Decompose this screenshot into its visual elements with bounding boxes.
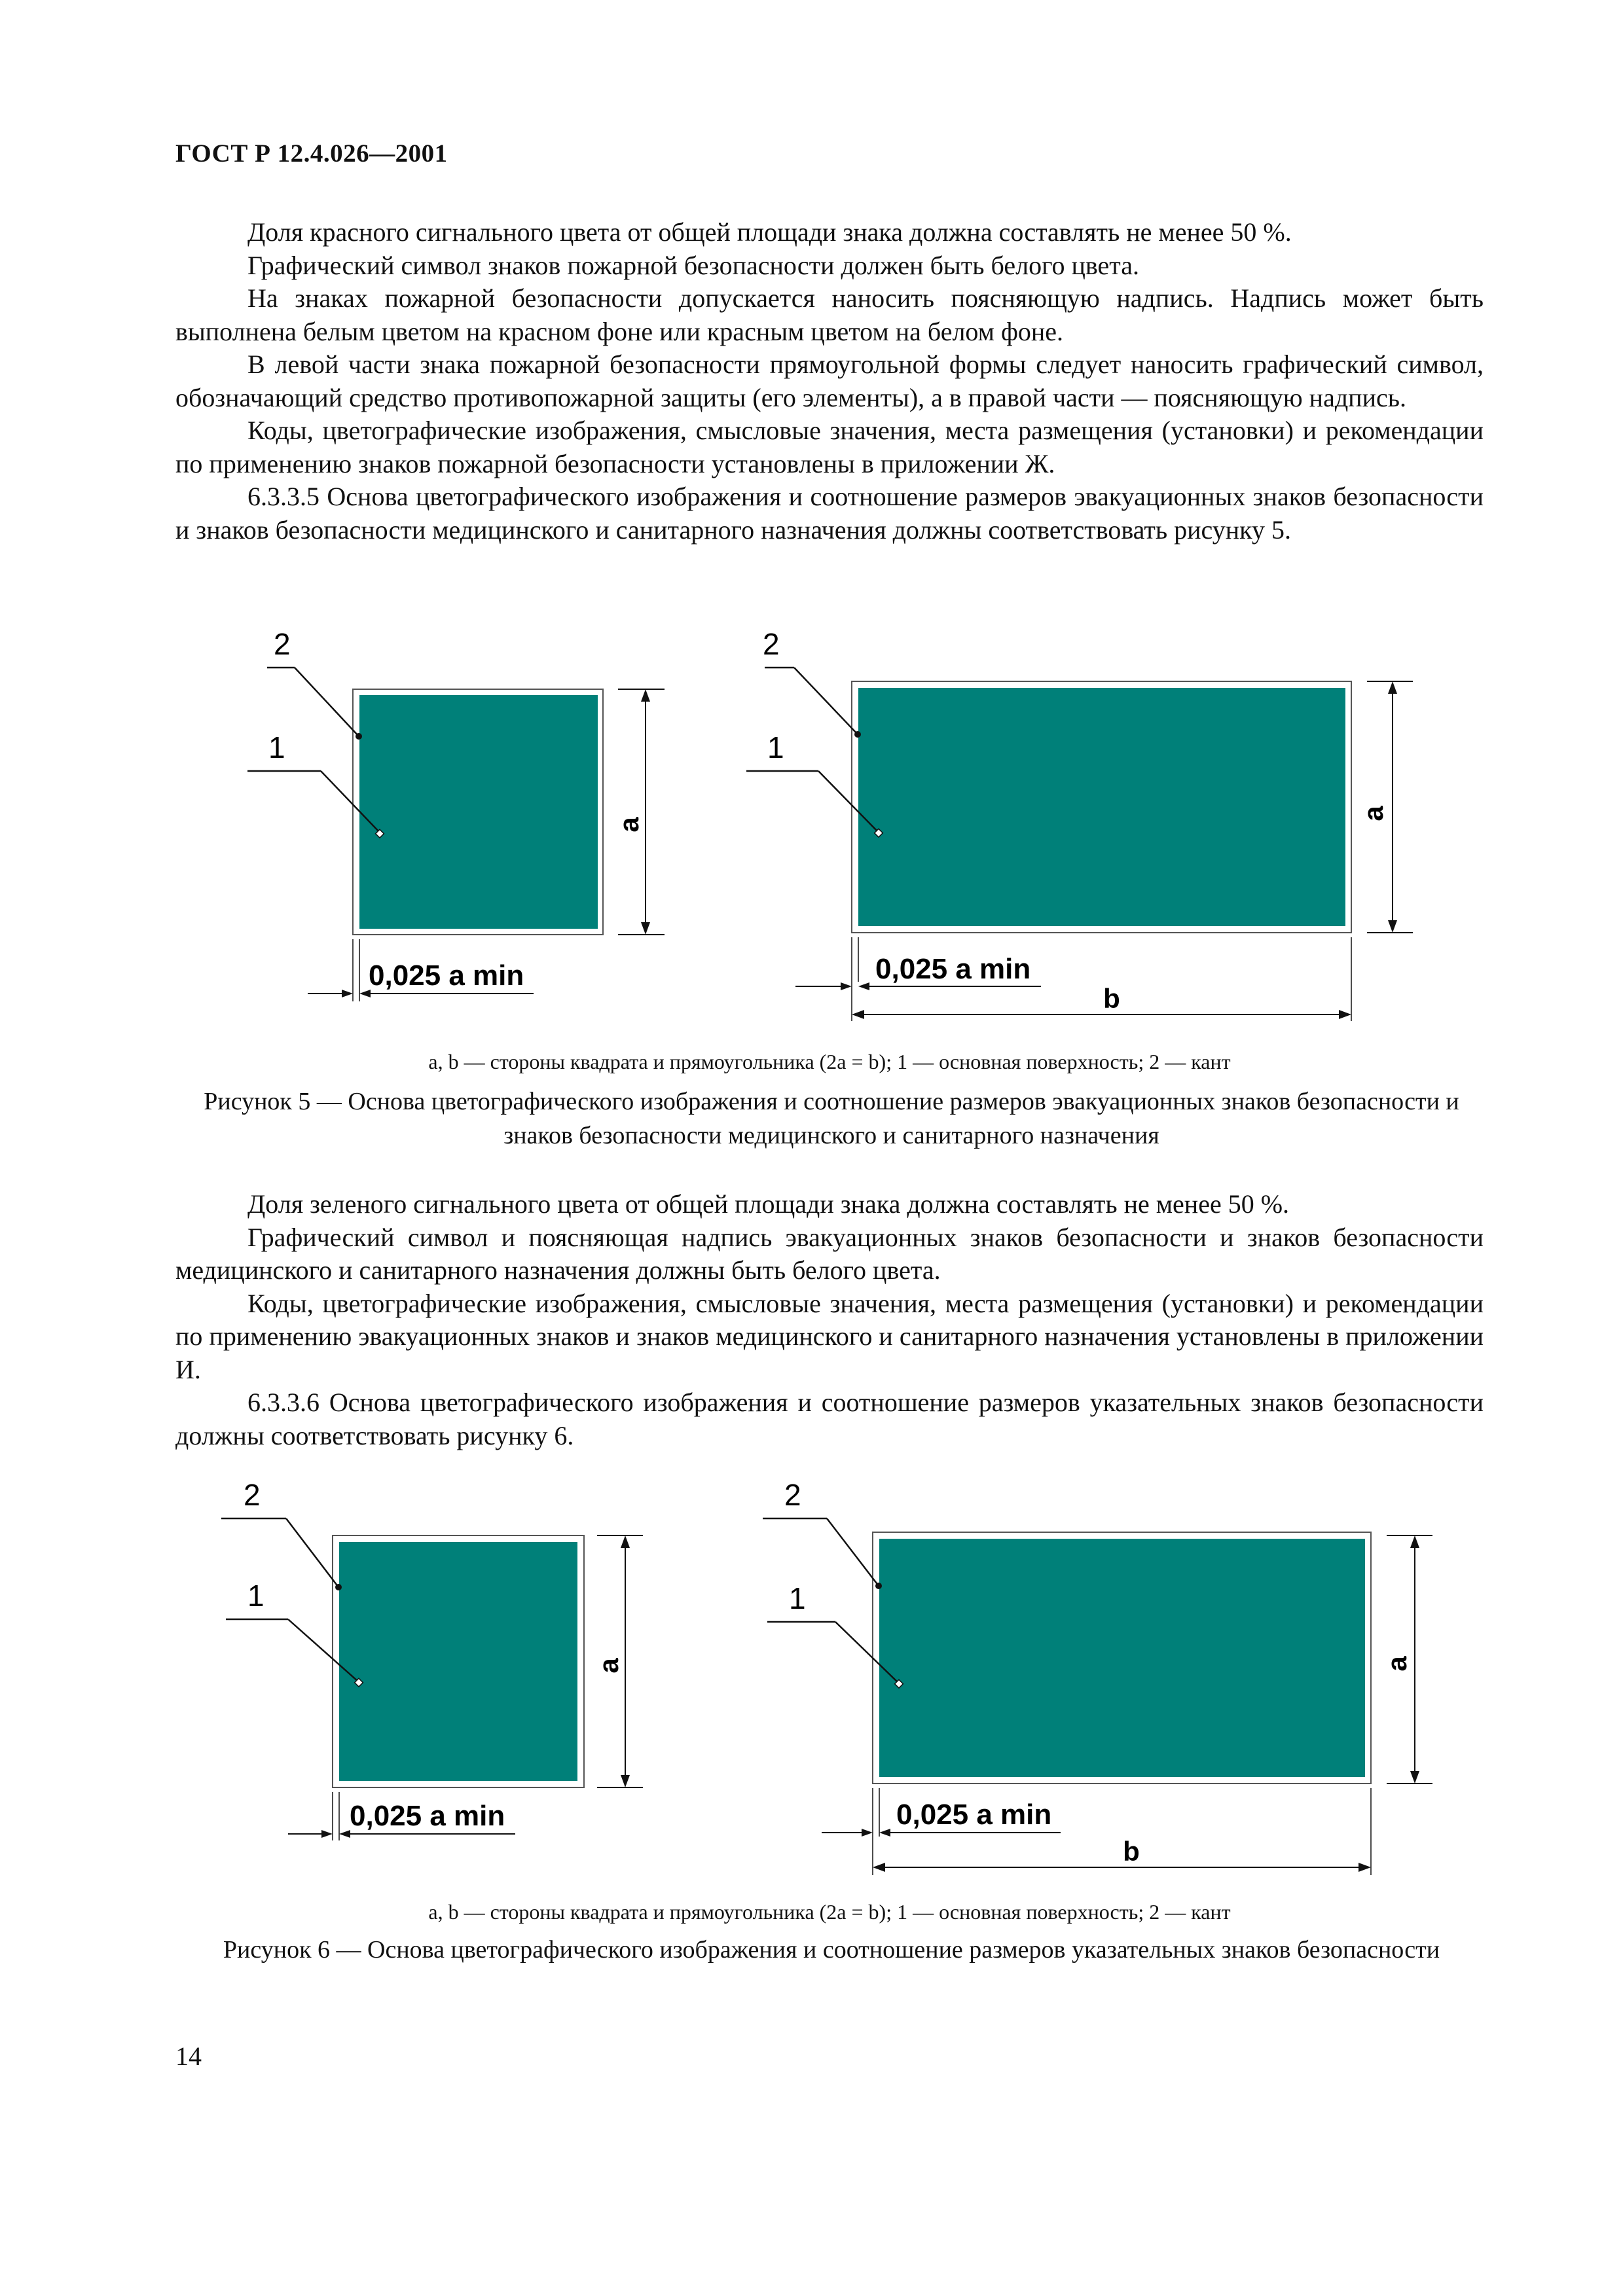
paragraph: Доля красного сигнального цвета от общей площади знака должна составлять не менее 50 %. (247, 217, 1292, 247)
label-edge: 2 (784, 1478, 801, 1512)
paragraph: Графический символ и поясняющая надпись эвакуационных знаков безопасности и знаков безопасности медицинского и санитарного назначения должны быть белого цвета. (175, 1222, 1484, 1285)
arrow-icon (641, 922, 650, 935)
paragraph: Коды, цветографические изображения, смысловые значения, места размещения (установки) и рекомендации по применению знаков пожарной безопасности установлены в приложении Ж. (175, 416, 1484, 478)
label-edge: 2 (274, 627, 291, 661)
arrow-icon (841, 982, 852, 990)
edge-marker (854, 731, 861, 738)
figure-6-legend: a, b — стороны квадрата и прямоугольника (2a = b); 1 — основная поверхность; 2 — кант (428, 1900, 1231, 1924)
arrow-icon (852, 1010, 864, 1019)
arrow-icon (342, 990, 353, 997)
edge-marker (356, 733, 362, 740)
label-side-b: b (1103, 983, 1120, 1014)
paragraph: Коды, цветографические изображения, смысловые значения, места размещения (установки) и рекомендации по применению эвакуационных знаков и знаков медицинского и санитарного назначения установлены в приложении И. (175, 1288, 1484, 1384)
label-side-a: a (593, 1658, 624, 1674)
arrow-icon (1359, 1863, 1371, 1872)
label-border: 0,025 a min (350, 1800, 505, 1832)
label-side-a: a (1381, 1656, 1412, 1672)
arrow-icon (1388, 920, 1397, 933)
label-side-a: a (613, 817, 644, 833)
text-block-1 (175, 216, 1484, 547)
label-side-a: a (1358, 806, 1389, 821)
arrow-icon (339, 1830, 350, 1838)
label-surface: 1 (268, 730, 285, 764)
arrow-icon (321, 1830, 333, 1838)
arrow-icon (621, 1535, 630, 1548)
edge-marker (335, 1584, 342, 1590)
arrow-icon (1410, 1771, 1419, 1784)
leader-edge (286, 1518, 338, 1587)
paragraph: 6.3.3.5 Основа цветографического изображения и соотношение размеров эвакуационных знаков безопасности и знаков безопасности медицинского и санитарного назначения должны соответствовать рисунку 5. (175, 482, 1484, 545)
arrow-icon (1388, 681, 1397, 694)
label-border: 0,025 a min (369, 960, 524, 992)
arrow-icon (641, 689, 650, 702)
paragraph: В левой части знака пожарной безопасности прямоугольной формы следует наносить графический символ, обозначающий средство противопожарной защиты (его элементы), а в правой части — поясняющую надпись. (175, 350, 1484, 412)
paragraph: Доля зеленого сигнального цвета от общей площади знака должна составлять не менее 50 %. (247, 1189, 1290, 1219)
label-edge: 2 (763, 627, 780, 661)
document-header: ГОСТ Р 12.4.026—2001 (175, 139, 448, 168)
arrow-icon (621, 1775, 630, 1787)
paragraph: 6.3.3.6 Основа цветографического изображения и соотношение размеров указательных знаков безопасности должны соответствовать рисунку 6. (175, 1388, 1484, 1450)
label-surface: 1 (789, 1581, 806, 1615)
leader-edge (295, 668, 359, 736)
edge-marker (875, 1583, 882, 1589)
figure-5-legend: a, b — стороны квадрата и прямоугольника (2a = b); 1 — основная поверхность; 2 — кант (428, 1050, 1231, 1073)
arrow-icon (1410, 1535, 1419, 1548)
figure-6-title: Рисунок 6 — Основа цветографического изображения и соотношение размеров указательных знаков безопасности (223, 1936, 1440, 1964)
arrow-icon (862, 1829, 873, 1837)
label-border: 0,025 a min (896, 1799, 1052, 1831)
label-side-b: b (1123, 1836, 1140, 1867)
figure-5-diagram (0, 615, 1623, 1034)
label-surface: 1 (247, 1579, 264, 1613)
square-sign-surface (339, 1542, 577, 1781)
figure-6-diagram (0, 1466, 1623, 1898)
label-border: 0,025 a min (875, 953, 1031, 985)
square-sign-surface (359, 695, 598, 929)
leader-edge (794, 668, 858, 734)
arrow-icon (873, 1863, 885, 1872)
arrow-icon (858, 982, 869, 990)
label-surface: 1 (767, 730, 784, 764)
paragraph: На знаках пожарной безопасности допускается наносить поясняющую надпись. Надпись может быть выполнена белым цветом на красном фоне или красным цветом на белом фоне. (175, 283, 1484, 346)
text-block-2 (175, 1188, 1484, 1452)
leader-edge (827, 1518, 879, 1586)
label-edge: 2 (244, 1478, 261, 1512)
rect-sign-surface (879, 1539, 1365, 1777)
arrow-icon (879, 1829, 890, 1837)
page-number: 14 (175, 2041, 202, 2071)
arrow-icon (1339, 1010, 1351, 1019)
figure-5-title: Рисунок 5 — Основа цветографического изображения и соотношение размеров эвакуационных знаков безопасности и знаков безопасности медицинского и санитарного назначения (204, 1088, 1459, 1149)
rect-sign-surface (858, 688, 1345, 926)
paragraph: Графический символ знаков пожарной безопасности должен быть белого цвета. (247, 250, 1140, 280)
